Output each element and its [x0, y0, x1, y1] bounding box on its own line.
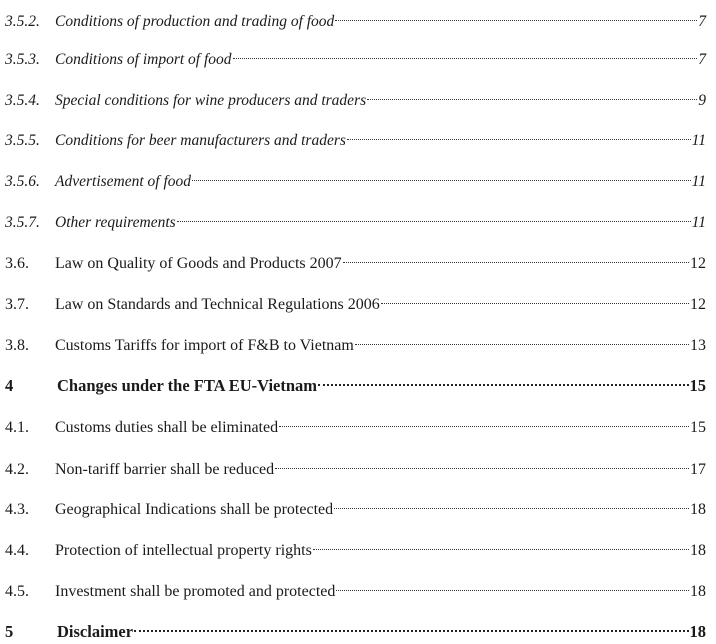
toc-entry-number: 4.5.	[5, 583, 29, 600]
toc-entry-number: 3.5.2.	[5, 13, 40, 30]
toc-entry-title: Changes under the FTA EU-Vietnam	[57, 376, 318, 395]
toc-entry-title: Customs Tariffs for import of F&B to Vietnam	[55, 337, 354, 354]
toc-entry-page: 18	[690, 501, 706, 518]
dot-leader	[192, 162, 691, 186]
dot-leader	[134, 613, 688, 637]
toc-entry-4-2[interactable]	[5, 450, 706, 478]
toc-entry-page: 18	[690, 583, 706, 600]
toc-entry-3-5-7[interactable]	[5, 203, 706, 231]
toc-entry-3-8[interactable]	[5, 326, 706, 354]
toc-entry-number: 4.3.	[5, 501, 29, 518]
toc-entry-title: Conditions of production and trading of food	[55, 13, 335, 30]
toc-entry-number: 4	[5, 376, 14, 395]
dot-leader	[313, 531, 689, 555]
toc-entry-3-7[interactable]	[5, 285, 706, 313]
toc-entry-title: Conditions for beer manufacturers and traders	[55, 132, 346, 149]
toc-entry-title: Protection of intellectual property rights	[55, 542, 312, 559]
toc-entry-number: 5	[5, 622, 14, 641]
dot-leader	[177, 203, 691, 227]
toc-entry-number: 3.5.5.	[5, 132, 40, 149]
toc-entry-page: 7	[698, 13, 706, 30]
dot-leader	[334, 490, 689, 514]
dot-leader	[347, 121, 691, 145]
toc-entry-title: Law on Quality of Goods and Products 2007	[55, 255, 342, 272]
toc-entry-3-5-3[interactable]	[5, 40, 706, 68]
toc-entry-page: 7	[698, 51, 706, 68]
toc-entry-4-5[interactable]	[5, 572, 706, 600]
toc-entry-page: 11	[691, 132, 706, 149]
dot-leader	[355, 326, 689, 350]
dot-leader	[275, 450, 689, 474]
toc-entry-number: 4.1.	[5, 419, 29, 436]
toc-entry-page: 15	[689, 376, 706, 395]
dot-leader	[233, 40, 698, 64]
toc-entry-number: 3.5.3.	[5, 51, 40, 68]
toc-entry-title: Geographical Indications shall be protected	[55, 501, 334, 518]
toc-entry-title: Law on Standards and Technical Regulations 2006	[55, 296, 380, 313]
toc-entry-number: 3.6.	[5, 255, 29, 272]
toc-entry-title: Conditions of import of food	[55, 51, 232, 68]
dot-leader	[367, 81, 697, 105]
toc-entry-page: 18	[690, 542, 706, 559]
toc-entry-number: 4.4.	[5, 542, 29, 559]
toc-entry-5[interactable]	[5, 613, 706, 641]
toc-entry-page: 13	[690, 337, 706, 354]
toc-entry-number: 3.5.6.	[5, 173, 40, 190]
dot-leader	[279, 408, 689, 432]
toc-entry-number: 3.5.4.	[5, 92, 40, 109]
toc-entry-3-6[interactable]	[5, 244, 706, 272]
toc-entry-3-5-5[interactable]	[5, 121, 706, 149]
dot-leader	[381, 285, 689, 309]
toc-entry-page: 9	[698, 92, 706, 109]
toc-entry-title: Non-tariff barrier shall be reduced	[55, 461, 275, 478]
dot-leader	[343, 244, 689, 268]
toc-entry-title: Other requirements	[55, 214, 176, 231]
toc-entry-4-1[interactable]	[5, 408, 706, 436]
toc-entry-3-5-4[interactable]	[5, 81, 706, 109]
toc-entry-number: 4.2.	[5, 461, 29, 478]
toc-entry-number: 3.5.7.	[5, 214, 40, 231]
dot-leader	[335, 2, 697, 26]
toc-entry-page: 18	[689, 622, 706, 641]
toc-entry-3-5-6[interactable]	[5, 162, 706, 190]
toc-entry-4[interactable]	[5, 367, 706, 395]
toc-entry-4-4[interactable]	[5, 531, 706, 559]
toc-entry-title: Disclaimer	[57, 622, 134, 641]
toc-entry-title: Advertisement of food	[55, 173, 192, 190]
toc-entry-page: 17	[690, 461, 706, 478]
toc-entry-title: Special conditions for wine producers and traders	[55, 92, 367, 109]
toc-entry-page: 12	[690, 255, 706, 272]
toc-entry-3-5-2[interactable]	[5, 2, 706, 30]
toc-entry-page: 12	[690, 296, 706, 313]
toc-entry-number: 3.7.	[5, 296, 29, 313]
dot-leader	[336, 572, 689, 596]
dot-leader	[318, 367, 688, 391]
toc-entry-4-3[interactable]	[5, 490, 706, 518]
toc-entry-title: Customs duties shall be eliminated	[55, 419, 279, 436]
toc-entry-page: 11	[691, 214, 706, 231]
toc-entry-page: 11	[691, 173, 706, 190]
toc-entry-title: Investment shall be promoted and protected	[55, 583, 336, 600]
toc-entry-number: 3.8.	[5, 337, 29, 354]
toc-entry-page: 15	[690, 419, 706, 436]
